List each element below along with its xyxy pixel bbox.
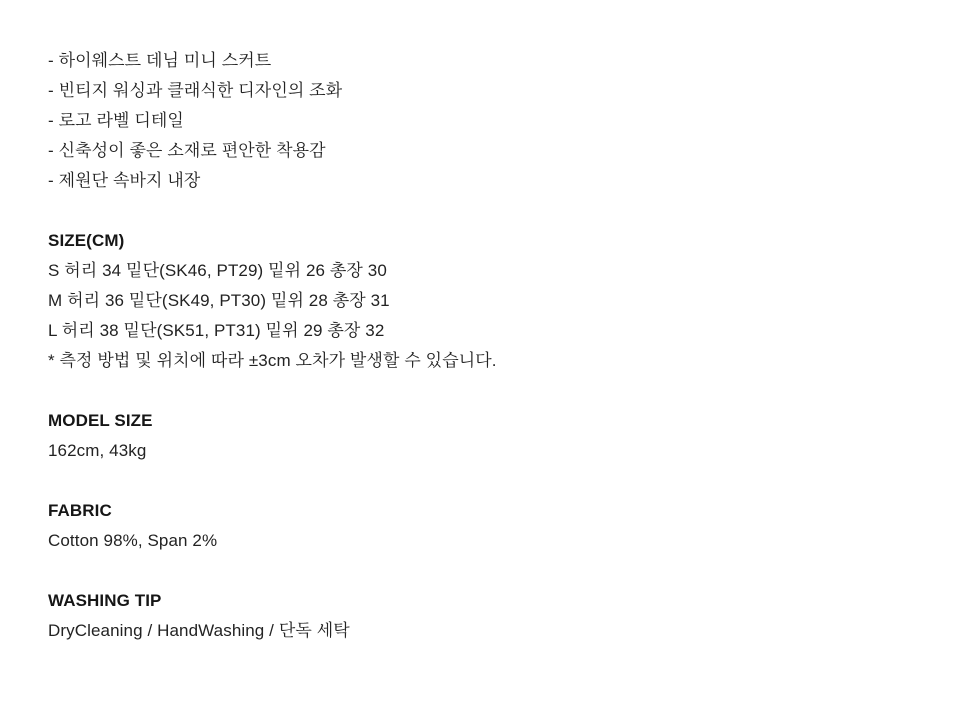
spacer xyxy=(48,466,912,496)
size-section-heading: SIZE(CM) xyxy=(48,231,125,250)
spacer xyxy=(48,556,912,586)
feature-item: - 신축성이 좋은 소재로 편안한 착용감 xyxy=(48,141,326,160)
fabric-section xyxy=(48,496,912,556)
size-measurement-note: * 측정 방법 및 위치에 따라 ±3cm 오차가 발생할 수 있습니다. xyxy=(48,351,497,370)
feature-item: - 로고 라벨 디테일 xyxy=(48,111,184,130)
size-row: L 허리 38 밑단(SK51, PT31) 밑위 29 총장 32 xyxy=(48,321,385,340)
feature-item: - 제원단 속바지 내장 xyxy=(48,171,201,190)
spacer xyxy=(48,196,912,226)
model-size-value: 162cm, 43kg xyxy=(48,441,147,460)
size-row: S 허리 34 밑단(SK46, PT29) 밑위 26 총장 30 xyxy=(48,261,387,280)
model-size-section xyxy=(48,406,912,466)
washing-tip-section xyxy=(48,586,912,646)
feature-item: - 빈티지 워싱과 클래식한 디자인의 조화 xyxy=(48,81,343,100)
washing-tip-heading: WASHING TIP xyxy=(48,591,162,610)
fabric-heading: FABRIC xyxy=(48,501,112,520)
size-section xyxy=(48,226,912,376)
feature-item: - 하이웨스트 데님 미니 스커트 xyxy=(48,51,272,70)
fabric-value: Cotton 98%, Span 2% xyxy=(48,531,218,550)
washing-tip-value: DryCleaning / HandWashing / 단독 세탁 xyxy=(48,621,350,640)
feature-list xyxy=(48,46,912,196)
size-row: M 허리 36 밑단(SK49, PT30) 밑위 28 총장 31 xyxy=(48,291,390,310)
model-size-heading: MODEL SIZE xyxy=(48,411,153,430)
spacer xyxy=(48,376,912,406)
